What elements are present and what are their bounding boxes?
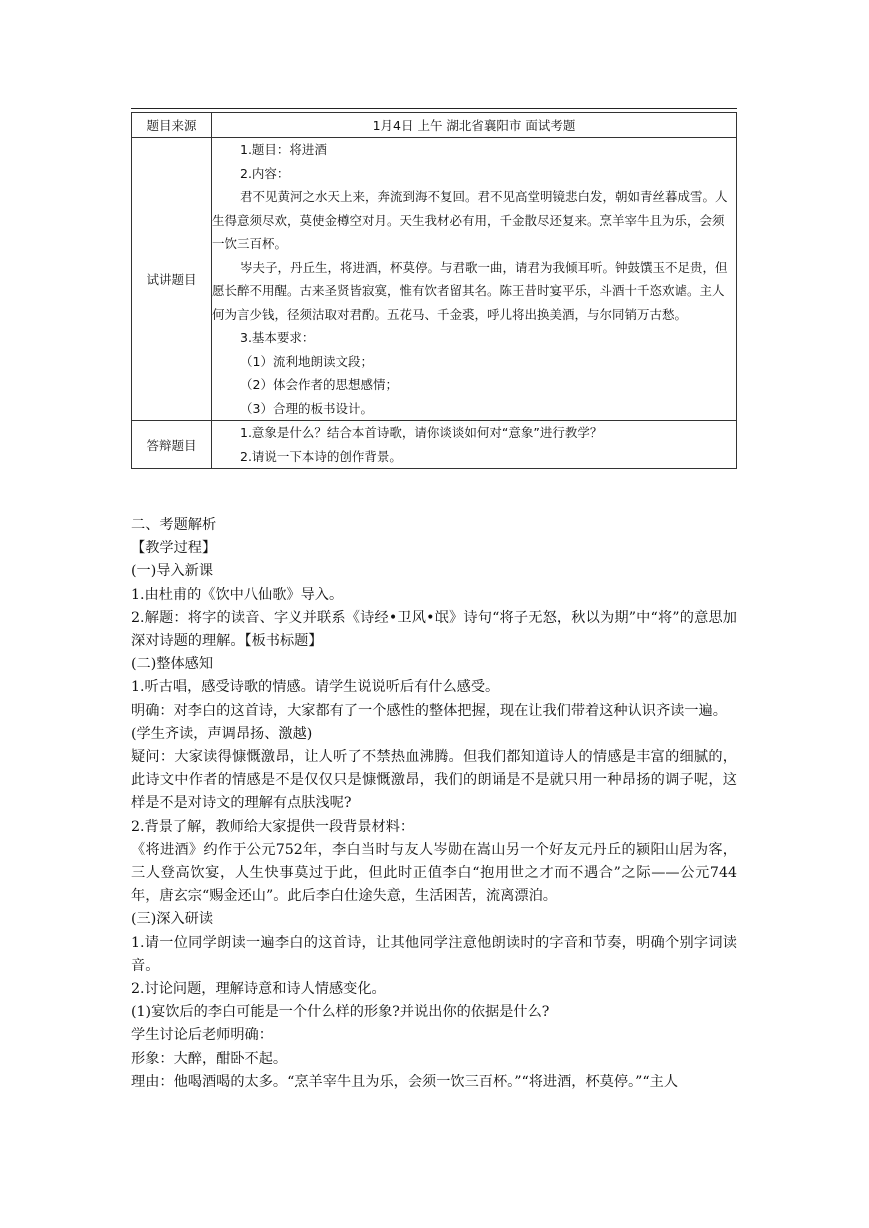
table-row (132, 421, 737, 469)
section-heading: 二、考题解析 (131, 517, 217, 533)
paragraph: 理由：他喝酒喝的太多。“烹羊宰牛且为乐，会须一饮三百杯。”“将进酒，杯莫停。”“主人 (131, 1073, 679, 1090)
topic-line: 1.题目：将进酒 (240, 142, 327, 157)
source-label: 题目来源 (132, 113, 212, 138)
lecture-content (212, 138, 737, 421)
paragraph: 2.解题：将字的读音、字义并联系《诗经•卫风•氓》诗句“将子无怒，秋以为期”中“将”的意思加深对诗题的理解。【板书标题】 (131, 609, 737, 650)
defense-question: 1.意象是什么？结合本首诗歌，请你谈谈如何对“意象”进行教学？ (240, 425, 603, 440)
paragraph: 形象：大醉，酣卧不起。 (131, 1050, 288, 1067)
paragraph: 2.背景了解，教师给大家提供一段背景材料： (131, 818, 415, 835)
paragraph: 2.讨论问题，理解诗意和诗人情感变化。 (131, 981, 386, 998)
paragraph: 1.由杜甫的《饮中八仙歌》导入。 (131, 586, 344, 603)
subsection-heading: (一)导入新课 (131, 563, 214, 580)
subsection-heading: (三)深入研读 (131, 911, 214, 928)
subsection-heading: (二)整体感知 (131, 656, 214, 673)
lecture-label: 试讲题目 (132, 138, 212, 421)
analysis-section (131, 514, 737, 1094)
requirement-item: （1）流利地朗读文段； (240, 353, 373, 369)
defense-question: 2.请说一下本诗的创作背景。 (240, 448, 402, 464)
requirement-item: （3）合理的板书设计。 (240, 400, 373, 416)
source-value: 1月4日 上午 湖北省襄阳市 面试考题 (212, 113, 737, 138)
paragraph: 1.请一位同学朗读一遍李白的这首诗，让其他同学注意他朗读时的字音和节奏，明确个别字词读音。 (131, 934, 737, 974)
poem-paragraph-1: 君不见黄河之水天上来，奔流到海不复回。君不见高堂明镜悲白发，朝如青丝暮成雪。人生得意须尽欢，莫使金樽空对月。天生我材必有用，千金散尽还复来。烹羊宰牛且为乐，会须一饮三百杯。 (212, 189, 728, 251)
paragraph: 学生讨论后老师明确： (131, 1027, 273, 1044)
top-rule (131, 108, 737, 109)
paragraph: 疑问：大家读得慷慨激昂，让人听了不禁热血沸腾。但我们都知道诗人的情感是丰富的细腻的，此诗文中作者的情感是不是仅仅只是慷慨激昂，我们的朗诵是不是就只用一种昂扬的调子呢，这样是不是对诗文的理解有点肤浅呢? (131, 749, 737, 812)
paragraph: (1)宴饮后的李白可能是一个什么样的形象?并说出你的依据是什么? (131, 1004, 550, 1021)
defense-label: 答辩题目 (132, 421, 212, 469)
exam-info-table (131, 112, 737, 469)
paragraph: 明确：对李白的这首诗，大家都有了一个感性的整体把握，现在让我们带着这种认识齐读一遍。 (131, 702, 727, 719)
requirements-label: 3.基本要求： (240, 330, 315, 345)
table-row (132, 113, 737, 138)
paragraph: 《将进酒》约作于公元752年，李白当时与友人岑勋在嵩山另一个好友元丹丘的颍阳山居为客，三人登高饮宴，人生快事莫过于此，但此时正值李白“抱用世之才而不遇合”之际——公元744年，唐玄宗“赐金还山”。此后李白仕途失意，生活困苦，流离漂泊。 (131, 841, 737, 905)
content-label: 2.内容： (240, 165, 290, 181)
paragraph: (学生齐读，声调昂扬、激越) (131, 725, 313, 742)
paragraph: 1.听古唱，感受诗歌的情感。请学生说说听后有什么感受。 (131, 679, 500, 696)
requirement-item: （2）体会作者的思想感情； (240, 377, 398, 392)
poem-paragraph-2: 岑夫子，丹丘生，将进酒，杯莫停。与君歌一曲，请君为我倾耳听。钟鼓馔玉不足贵，但愿长醉不用醒。古来圣贤皆寂寞，惟有饮者留其名。陈王昔时宴平乐，斗酒十千恣欢谑。主人何为言少钱，径须沽取对君酌。五花马、千金裘，呼儿将出换美酒，与尔同销万古愁。 (212, 259, 728, 322)
process-heading: 【教学过程】 (131, 540, 217, 557)
table-row (132, 138, 737, 421)
defense-content (212, 421, 737, 469)
